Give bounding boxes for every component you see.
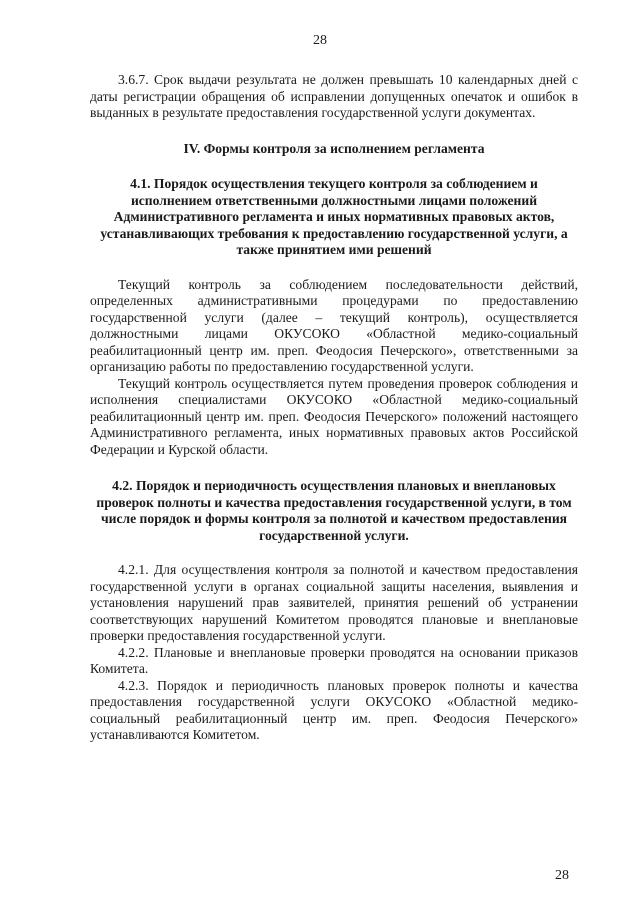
paragraph-4-2-2: 4.2.2. Плановые и внеплановые проверки проводятся на основании приказов Комитета. xyxy=(90,644,578,676)
paragraph-4-1-b: Текущий контроль осуществляется путем проведения проверок соблюдения и исполнения специалистами ОКУСОКО «Областной медико-социальный реабилитационный центр им. преп. Феодосия Печерского» положений настоящего Административного регламента, иных нормативных правовых актов Российской Федерации и Курской области. xyxy=(90,375,578,457)
document-body xyxy=(90,72,578,744)
paragraph-4-2-1: 4.2.1. Для осуществления контроля за полнотой и качеством предоставления государственной услуги в органах социальной защиты населения, выявления и установления нарушений прав заявителей, принятия решений об устранении соответствующих нарушений Комитетом проводятся плановые и внеплановые проверки предоставления государственной услуги. xyxy=(90,562,578,643)
section-iv-title: IV. Формы контроля за исполнением регламента xyxy=(183,140,485,156)
paragraph-3-6-7: 3.6.7. Срок выдачи результата не должен превышать 10 календарных дней с даты регистрации обращения об исправлении допущенных опечаток и ошибок в выданных в результате предоставления государственной услуги документах. xyxy=(90,72,578,120)
heading-4-1: 4.1. Порядок осуществления текущего контроля за соблюдением и исполнением ответственными должностными лицами положений Административного регламента и иных нормативных правовых актов, устанавливающих требования к предоставлению государственной услуги, а также принятием ими решений xyxy=(100,176,568,257)
page-number-bottom: 28 xyxy=(555,868,569,883)
page-number-top: 28 xyxy=(313,33,327,48)
heading-4-2: 4.2. Порядок и периодичность осуществления плановых и внеплановых проверок полноты и качества предоставления государственной услуги, в том числе порядок и формы контроля за полнотой и качеством предоставления государственной услуги. xyxy=(96,478,572,543)
paragraph-4-2-3: 4.2.3. Порядок и периодичность плановых проверок полноты и качества предоставления государственной услуги ОКУСОКО «Областной медико-социальный реабилитационный центр им. преп. Феодосия Печерского» устанавливаются Комитетом. xyxy=(90,677,578,742)
paragraph-4-1-a: Текущий контроль за соблюдением последовательности действий, определенных административными процедурами по предоставлению государственной услуги (далее – текущий контроль), осуществляется должностными лицами ОКУСОКО «Областной медико-социальный реабилитационный центр им. преп. Феодосия Печерского», ответственными за организацию работы по предоставлению государственной услуги. xyxy=(90,276,578,374)
